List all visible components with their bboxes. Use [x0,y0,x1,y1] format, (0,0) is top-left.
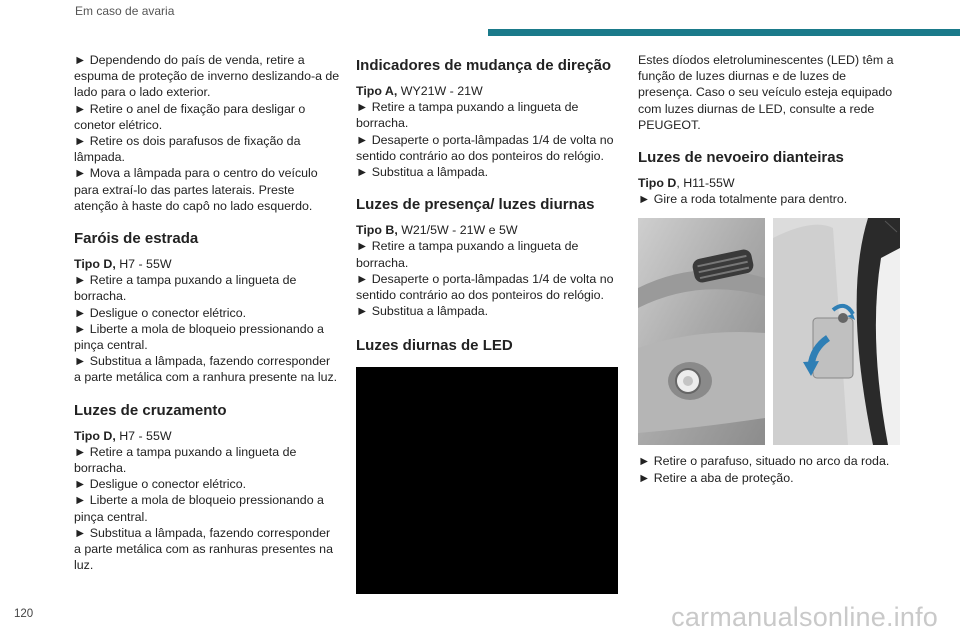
section-heading-low-beam: Luzes de cruzamento [74,401,227,419]
instruction-line: ► Retire a aba de proteção. [638,470,794,485]
bumper-photo-icon [638,218,765,445]
column-1 [74,52,340,573]
column-3 [638,52,900,486]
bulb-type-label: Tipo D, [74,428,116,443]
instruction-line: ► Retire a tampa puxando a lingueta de borracha. [356,239,579,270]
column-2 [356,52,618,594]
section-heading-fog-lights: Luzes de nevoeiro dianteiras [638,149,844,167]
instruction-line: ► Liberte a mola de bloqueio pressionando a pinça central. [74,321,324,353]
instruction-line: ► Desaperte o porta-lâmpadas 1/4 de volta no sentido contrário ao dos ponteiros do relógio. [356,132,614,163]
led-illustration-image [356,367,618,594]
instruction-line: ► Gire a roda totalmente para dentro. [638,192,848,207]
led-description: Estes díodos eletroluminescentes (LED) têm a função de luzes diurnas e de luzes de presença. Caso o seu veículo esteja equipado com luzes diurnas de LED, consulte a rede PEUGEOT. [638,53,894,132]
fog-light-photos [638,218,900,445]
instruction-line: ► Retire a tampa puxando a lingueta de borracha. [74,444,297,476]
bulb-type-label: Tipo D [638,176,677,191]
bulb-type [356,83,618,99]
fog-light-photo-wheelarch [773,218,900,445]
bulb-type-value: WY21W - 21W [397,84,483,98]
header-accent-bar [488,29,960,36]
wheel-arch-photo-icon [773,218,900,445]
instruction-line: ► Substitua a lâmpada. [356,165,489,180]
instruction-line: ► Desligue o conector elétrico. [74,305,247,320]
bulb-type-value: W21/5W - 21W e 5W [397,223,518,238]
instruction-line: ► Retire a tampa puxando a lingueta de borracha. [74,273,297,304]
bulb-type-value: , H11-55W [676,176,735,191]
bulb-type-label: Tipo D, [74,257,116,272]
instruction-line: ► Desligue o conector elétrico. [74,477,247,492]
instruction-line: ► Retire o parafuso, situado no arco da roda. [638,454,890,469]
bulb-type [74,428,340,444]
instruction-line: ► Retire os dois parafusos de fixação da lâmpada. [74,134,301,165]
page-number: 120 [14,608,34,620]
instruction-line: ► Substitua a lâmpada, fazendo corresponder a parte metálica com a ranhura presente na luz. [74,354,338,385]
bulb-type-label: Tipo B, [356,223,398,238]
section-heading-led-drl: Luzes diurnas de LED [356,337,513,355]
section-heading-high-beam: Faróis de estrada [74,230,199,248]
bulb-type [74,256,340,272]
fog-light-photo-front [638,218,765,445]
instruction-line: ► Substitua a lâmpada. [356,304,489,319]
bulb-type-label: Tipo A, [356,84,398,98]
watermark: carmanualsonline.info [671,602,938,632]
instruction-line: ► Substitua a lâmpada, fazendo corresponder a parte metálica com as ranhuras presentes na luz. [74,525,333,573]
bulb-type-value: H7 - 55W [115,257,172,272]
bulb-type [638,175,900,191]
instruction-line: ► Mova a lâmpada para o centro do veículo para extraí-lo das partes laterais. Preste atenção à haste do capô no lado esquerdo. [74,166,318,213]
instruction-line: ► Dependendo do país de venda, retire a espuma de proteção de inverno deslizando-a de lado para o lado exterior. [74,53,340,100]
section-heading-indicators: Indicadores de mudança de direção [356,57,612,74]
bulb-type-value: H7 - 55W [115,428,172,443]
section-heading-position-lights: Luzes de presença/ luzes diurnas [356,196,595,214]
instruction-line: ► Retire o anel de fixação para desligar o conetor elétrico. [74,101,306,132]
running-header: Em caso de avaria [75,4,175,18]
instruction-line: ► Liberte a mola de bloqueio pressionando a pinça central. [74,493,324,524]
instruction-line: ► Retire a tampa puxando a lingueta de borracha. [356,100,579,131]
instruction-line: ► Desaperte o porta-lâmpadas 1/4 de volta no sentido contrário ao dos ponteiros do relógio. [356,271,614,303]
bulb-type [356,222,618,238]
